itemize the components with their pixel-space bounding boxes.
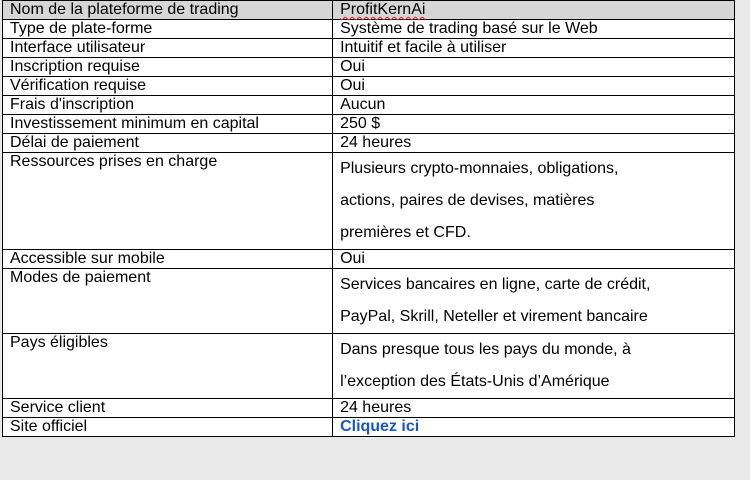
table-row xyxy=(3,58,735,77)
value-line: Services bancaires en ligne, carte de crédit, xyxy=(340,276,651,293)
row-label: Vérification requise xyxy=(3,77,333,96)
row-value xyxy=(333,334,735,399)
row-label: Délai de paiement xyxy=(3,134,333,153)
row-value: Oui xyxy=(333,77,735,96)
value-line: PayPal, Skrill, Neteller et virement bancaire xyxy=(340,308,648,325)
row-value: Intuitif et facile à utiliser xyxy=(333,39,735,58)
row-value xyxy=(333,418,735,437)
value-line: l’exception des États-Unis d’Amérique xyxy=(340,373,610,390)
row-value xyxy=(333,269,735,334)
value-line: Plusieurs crypto-monnaies, obligations, xyxy=(340,160,619,177)
row-label: Site officiel xyxy=(3,418,333,437)
value-line: premières et CFD. xyxy=(340,224,471,241)
row-value: 24 heures xyxy=(333,134,735,153)
value-line: actions, paires de devises, matières xyxy=(340,192,595,209)
value-line: Dans presque tous les pays du monde, à xyxy=(340,341,631,358)
table-row xyxy=(3,269,735,334)
row-value xyxy=(333,153,735,250)
row-label: Nom de la plateforme de trading xyxy=(3,1,333,20)
row-value xyxy=(333,1,735,20)
table-row xyxy=(3,115,735,134)
platform-info-table xyxy=(2,0,735,437)
row-value: Système de trading basé sur le Web xyxy=(333,20,735,39)
row-label: Accessible sur mobile xyxy=(3,250,333,269)
row-label: Interface utilisateur xyxy=(3,39,333,58)
row-label: Modes de paiement xyxy=(3,269,333,334)
row-label: Investissement minimum en capital xyxy=(3,115,333,134)
platform-name: ProfitKernAi xyxy=(340,1,426,18)
table-row xyxy=(3,250,735,269)
table-row xyxy=(3,1,735,20)
table-row xyxy=(3,153,735,250)
row-value: 250 $ xyxy=(333,115,735,134)
row-value: Oui xyxy=(333,58,735,77)
row-label: Inscription requise xyxy=(3,58,333,77)
table-row xyxy=(3,134,735,153)
table-row xyxy=(3,418,735,437)
row-label: Pays éligibles xyxy=(3,334,333,399)
table-row xyxy=(3,77,735,96)
official-site-link[interactable]: Cliquez ici xyxy=(340,418,420,435)
table-row xyxy=(3,39,735,58)
row-value: 24 heures xyxy=(333,399,735,418)
row-label: Type de plate-forme xyxy=(3,20,333,39)
table-row xyxy=(3,334,735,399)
table-row xyxy=(3,96,735,115)
table-row xyxy=(3,399,735,418)
row-label: Ressources prises en charge xyxy=(3,153,333,250)
row-value: Aucun xyxy=(333,96,735,115)
row-label: Frais d'inscription xyxy=(3,96,333,115)
table-row xyxy=(3,20,735,39)
row-value: Oui xyxy=(333,250,735,269)
row-label: Service client xyxy=(3,399,333,418)
